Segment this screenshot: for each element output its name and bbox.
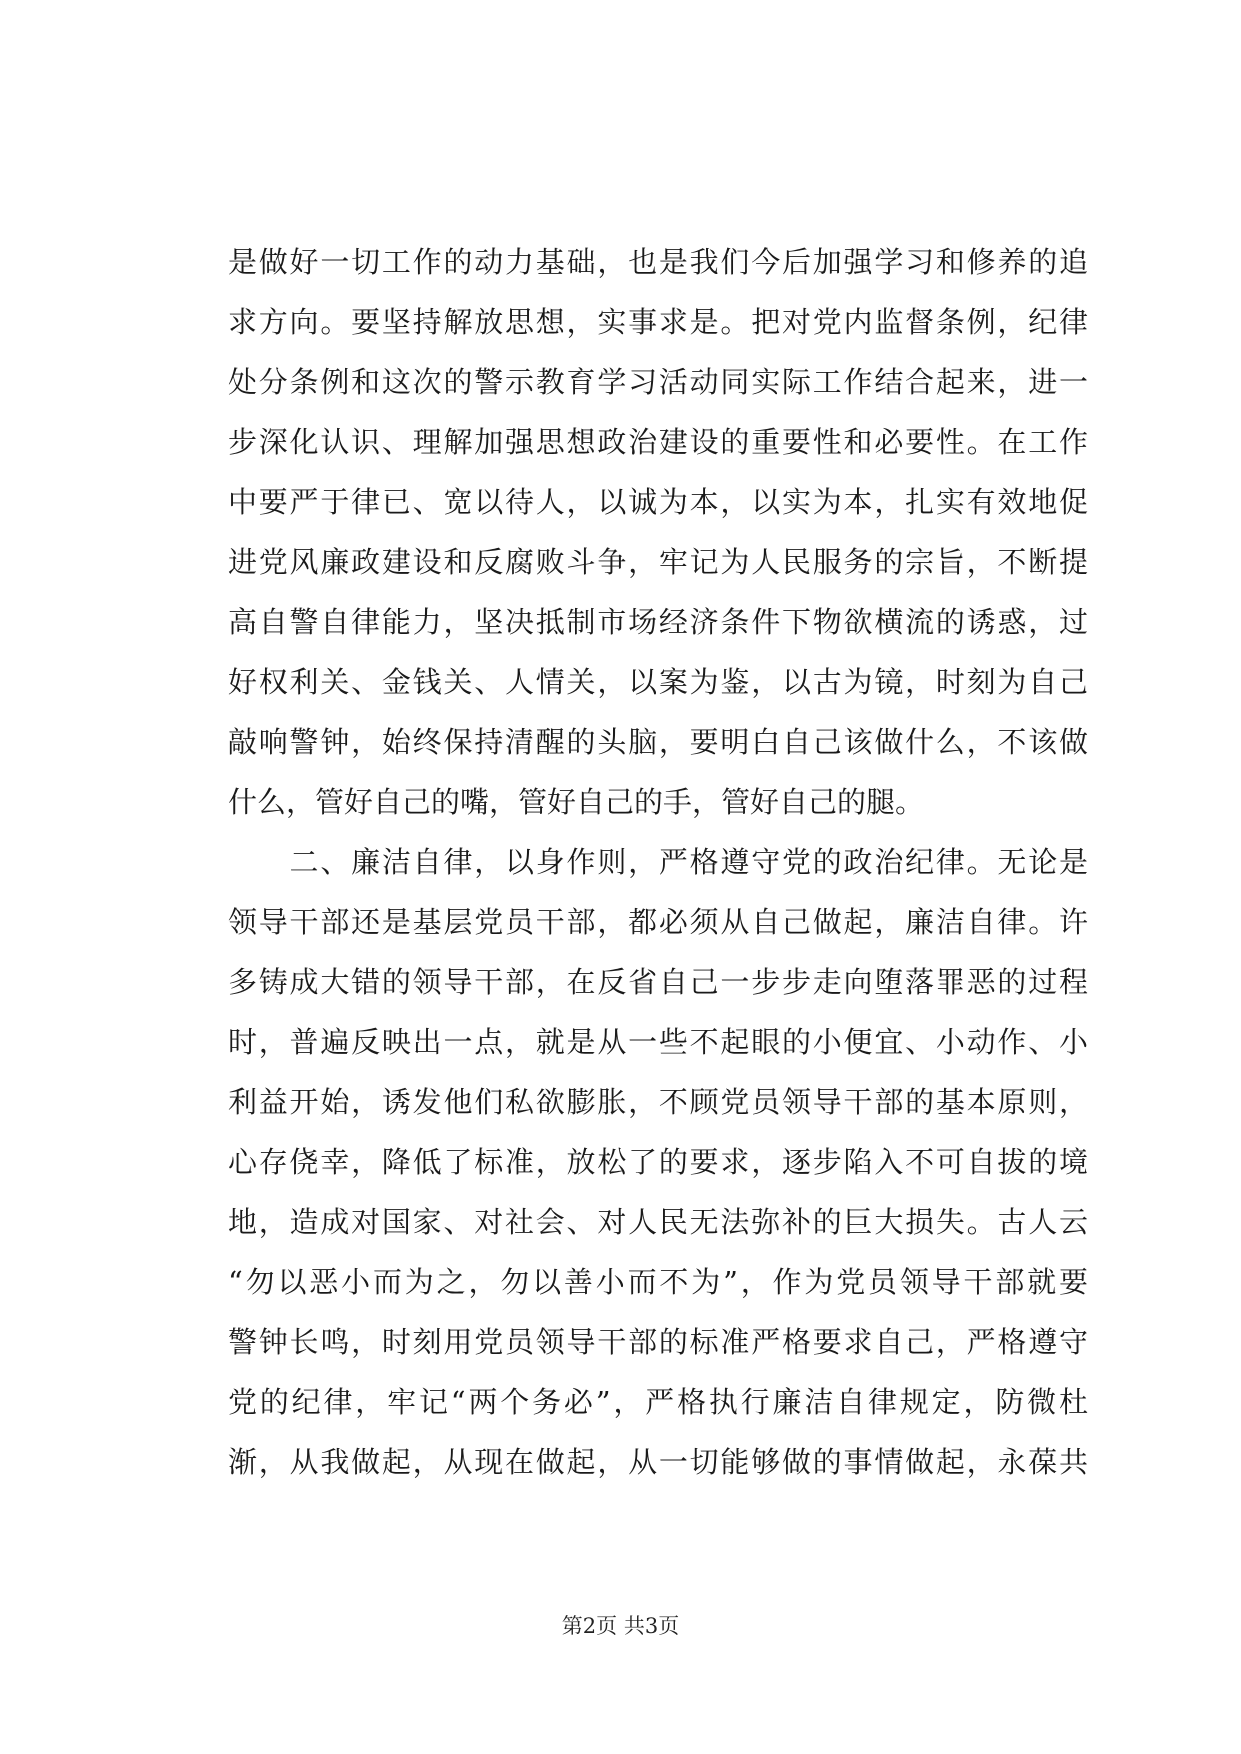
text-line: 步深化认识、理解加强思想政治建设的重要性和必要性。在工作 (228, 425, 1088, 459)
text-line: 求方向。要坚持解放思想，实事求是。把对党内监督条例，纪律 (228, 305, 1088, 339)
text-line: 中要严于律已、宽以待人，以诚为本，以实为本，扎实有效地促 (228, 485, 1088, 519)
text-line: 多铸成大错的领导干部，在反省自己一步步走向堕落罪恶的过程 (228, 965, 1088, 999)
text-line: 是做好一切工作的动力基础，也是我们今后加强学习和修养的追 (228, 245, 1088, 279)
text-line: 利益开始，诱发他们私欲膨胀，不顾党员领导干部的基本原则， (228, 1085, 1088, 1119)
text-line: 领导干部还是基层党员干部，都必须从自己做起，廉洁自律。许 (228, 905, 1088, 939)
text-line: 警钟长鸣，时刻用党员领导干部的标准严格要求自己，严格遵守 (228, 1325, 1088, 1359)
text-line: 二、廉洁自律，以身作则，严格遵守党的政治纪律。无论是 (228, 845, 1088, 879)
text-line: 时，普遍反映出一点，就是从一些不起眼的小便宜、小动作、小 (228, 1025, 1088, 1059)
text-line: 党的纪律，牢记“两个务必”，严格执行廉洁自律规定，防微杜 (228, 1385, 1088, 1419)
text-line: 敲响警钟，始终保持清醒的头脑，要明白自己该做什么，不该做 (228, 725, 1088, 759)
text-line: 心存侥幸，降低了标准，放松了的要求，逐步陷入不可自拔的境 (228, 1145, 1088, 1179)
text-line: 高自警自律能力，坚决抵制市场经济条件下物欲横流的诱惑，过 (228, 605, 1088, 639)
text-line: 处分条例和这次的警示教育学习活动同实际工作结合起来，进一 (228, 365, 1088, 399)
text-line: 进党风廉政建设和反腐败斗争，牢记为人民服务的宗旨，不断提 (228, 545, 1088, 579)
page-footer: 第2页 共3页 (561, 1614, 680, 1638)
text-line: 什么，管好自己的嘴，管好自己的手，管好自己的腿。 (228, 785, 925, 819)
text-line: 地，造成对国家、对社会、对人民无法弥补的巨大损失。古人云 (228, 1205, 1088, 1239)
text-line: 渐，从我做起，从现在做起，从一切能够做的事情做起，永葆共 (228, 1445, 1088, 1479)
text-line: 好权利关、金钱关、人情关，以案为鉴，以古为镜，时刻为自己 (228, 665, 1088, 699)
text-line: “勿以恶小而为之，勿以善小而不为”，作为党员领导干部就要 (228, 1265, 1088, 1299)
